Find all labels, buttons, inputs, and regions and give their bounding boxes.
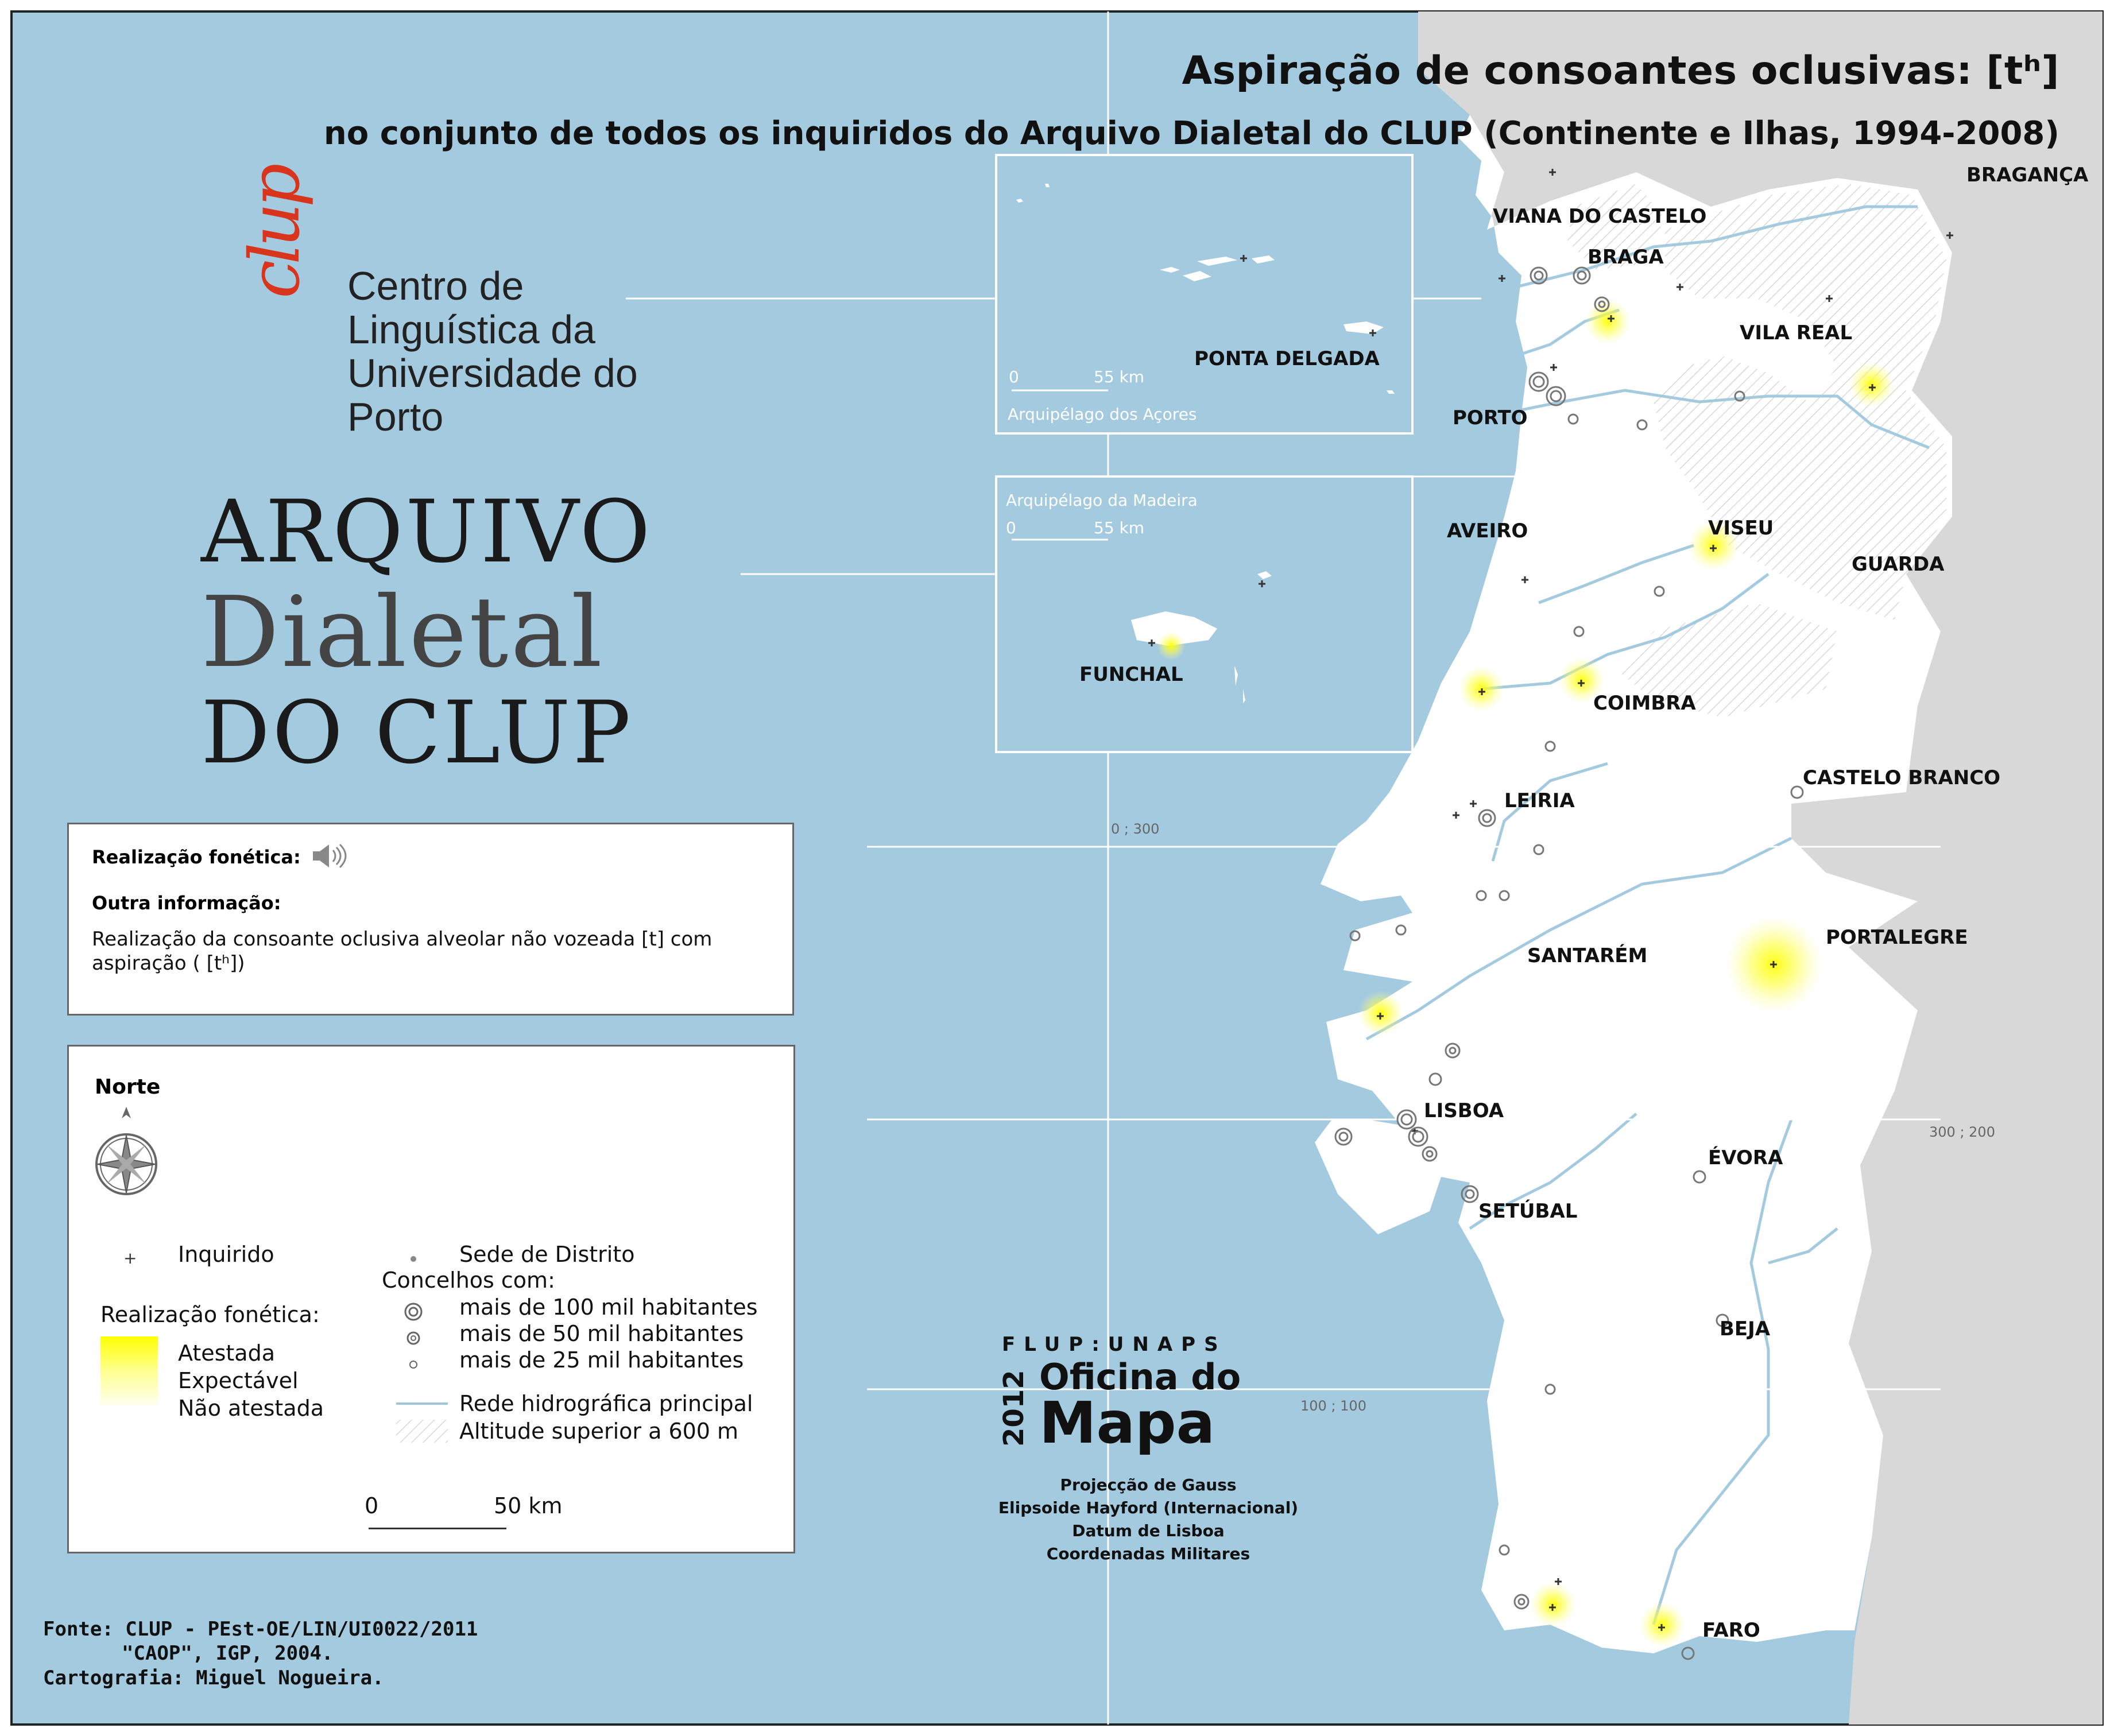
legend-c50: mais de 50 mil habitantes <box>459 1321 744 1346</box>
credit-fonte-2: "CAOP", IGP, 2004. <box>122 1642 334 1665</box>
grid-label: 0 ; 300 <box>1111 821 1160 837</box>
city-label: PORTO <box>1453 406 1528 429</box>
city-label: PORTALEGRE <box>1826 926 1968 949</box>
city-label: BRAGA <box>1588 246 1664 269</box>
oficina-do: Oficina do <box>1039 1356 1241 1398</box>
grid-label: 300 ; 200 <box>1929 1124 1995 1140</box>
projection-line-1: Projecção de Gauss <box>1060 1475 1237 1494</box>
other-info-label: Outra informação: <box>92 892 281 914</box>
description-line-1: Realização da consoante oclusiva alveolar não vozeada [t] com <box>92 928 713 951</box>
north-label: Norte <box>95 1075 161 1099</box>
scale-bar <box>369 1528 506 1529</box>
madeira-scale-end: 55 km <box>1094 518 1145 537</box>
oficina-year: 2012 <box>998 1370 1030 1447</box>
institution-line-4: Porto <box>347 394 444 439</box>
oficina-mapa: Mapa <box>1039 1389 1215 1456</box>
legend-c100: mais de 100 mil habitantes <box>459 1295 758 1320</box>
scale-end: 50 km <box>494 1493 563 1518</box>
legend-box <box>67 1045 795 1553</box>
madeira-inset <box>996 476 1412 752</box>
city-label: CASTELO BRANCO <box>1803 766 2001 789</box>
institution-line-1: Centro de <box>347 264 524 308</box>
institution-line-2: Linguística da <box>347 307 595 352</box>
city-label: LISBOA <box>1424 1099 1504 1122</box>
legend-inquirido: Inquirido <box>178 1242 274 1267</box>
clup-mark: clup <box>235 168 315 299</box>
city-label: PONTA DELGADA <box>1194 347 1380 370</box>
legend-altitude: Altitude superior a 600 m <box>459 1419 739 1444</box>
azores-scale-end: 55 km <box>1094 367 1145 386</box>
archive-line-1: ARQUIVO <box>201 482 653 582</box>
map-title: Aspiração de consoantes oclusivas: [tʰ] <box>1182 48 2059 94</box>
legend-sede: Sede de Distrito <box>459 1242 635 1267</box>
grid-label: 100 ; 100 <box>1300 1398 1366 1414</box>
city-label: VISEU <box>1708 517 1774 540</box>
credit-fonte-1: Fonte: CLUP - PEst-OE/LIN/UI0022/2011 <box>43 1618 478 1641</box>
azores-inset <box>996 155 1412 433</box>
city-label: SANTARÉM <box>1527 944 1648 967</box>
azores-title: Arquipélago dos Açores <box>1008 405 1197 424</box>
projection-line-3: Datum de Lisboa <box>1072 1521 1225 1540</box>
city-label: BEJA <box>1720 1318 1771 1340</box>
institution-line-3: Universidade do <box>347 351 638 396</box>
legend-realizacao: Realização fonética: <box>100 1302 320 1327</box>
realization-swatch <box>100 1336 158 1405</box>
compass-icon <box>92 1104 161 1207</box>
city-label: GUARDA <box>1852 553 1945 576</box>
speaker-icon[interactable] <box>310 842 350 873</box>
city-label: LEIRIA <box>1504 789 1575 812</box>
city-label: COIMBRA <box>1593 692 1696 715</box>
madeira-title: Arquipélago da Madeira <box>1006 491 1198 510</box>
madeira-scale-start: 0 <box>1006 518 1016 537</box>
projection-line-4: Coordenadas Militares <box>1046 1544 1250 1563</box>
azores-scale-start: 0 <box>1009 367 1019 386</box>
flup-unaps: FLUP:UNAPS <box>1002 1333 1227 1356</box>
city-label: FARO <box>1702 1619 1760 1642</box>
legend-c25: mais de 25 mil habitantes <box>459 1347 744 1373</box>
archive-line-3: DO CLUP <box>201 683 633 783</box>
legend-atestada: Atestada <box>178 1340 275 1366</box>
description-line-2: aspiração ( [tʰ]) <box>92 952 245 975</box>
city-label: AVEIRO <box>1447 520 1528 542</box>
credit-cartografia: Cartografia: Miguel Nogueira. <box>43 1667 384 1690</box>
legend-nao-atestada: Não atestada <box>178 1396 324 1421</box>
archive-logo <box>201 482 653 784</box>
city-label: VIANA DO CASTELO <box>1493 205 1707 228</box>
scale-start: 0 <box>365 1493 379 1518</box>
city-label: FUNCHAL <box>1079 663 1183 686</box>
info-box <box>67 823 794 1016</box>
legend-rede: Rede hidrográfica principal <box>459 1391 753 1416</box>
city-label: VILA REAL <box>1740 321 1853 344</box>
city-label: SETÚBAL <box>1478 1200 1578 1223</box>
legend-expectavel: Expectável <box>178 1368 299 1393</box>
legend-concelhos: Concelhos com: <box>382 1268 555 1293</box>
archive-line-2: Dialetal <box>201 576 605 689</box>
map-subtitle: no conjunto de todos os inquiridos do Arquivo Dialetal do CLUP (Continente e Ilhas, 1994-2008) <box>323 115 2059 152</box>
projection-line-2: Elipsoide Hayford (Internacional) <box>998 1498 1299 1517</box>
inquirido-symbol: + <box>123 1249 137 1268</box>
city-label: ÉVORA <box>1708 1146 1783 1169</box>
phonetic-label: Realização fonética: <box>92 846 301 868</box>
city-label: BRAGANÇA <box>1966 164 2089 187</box>
